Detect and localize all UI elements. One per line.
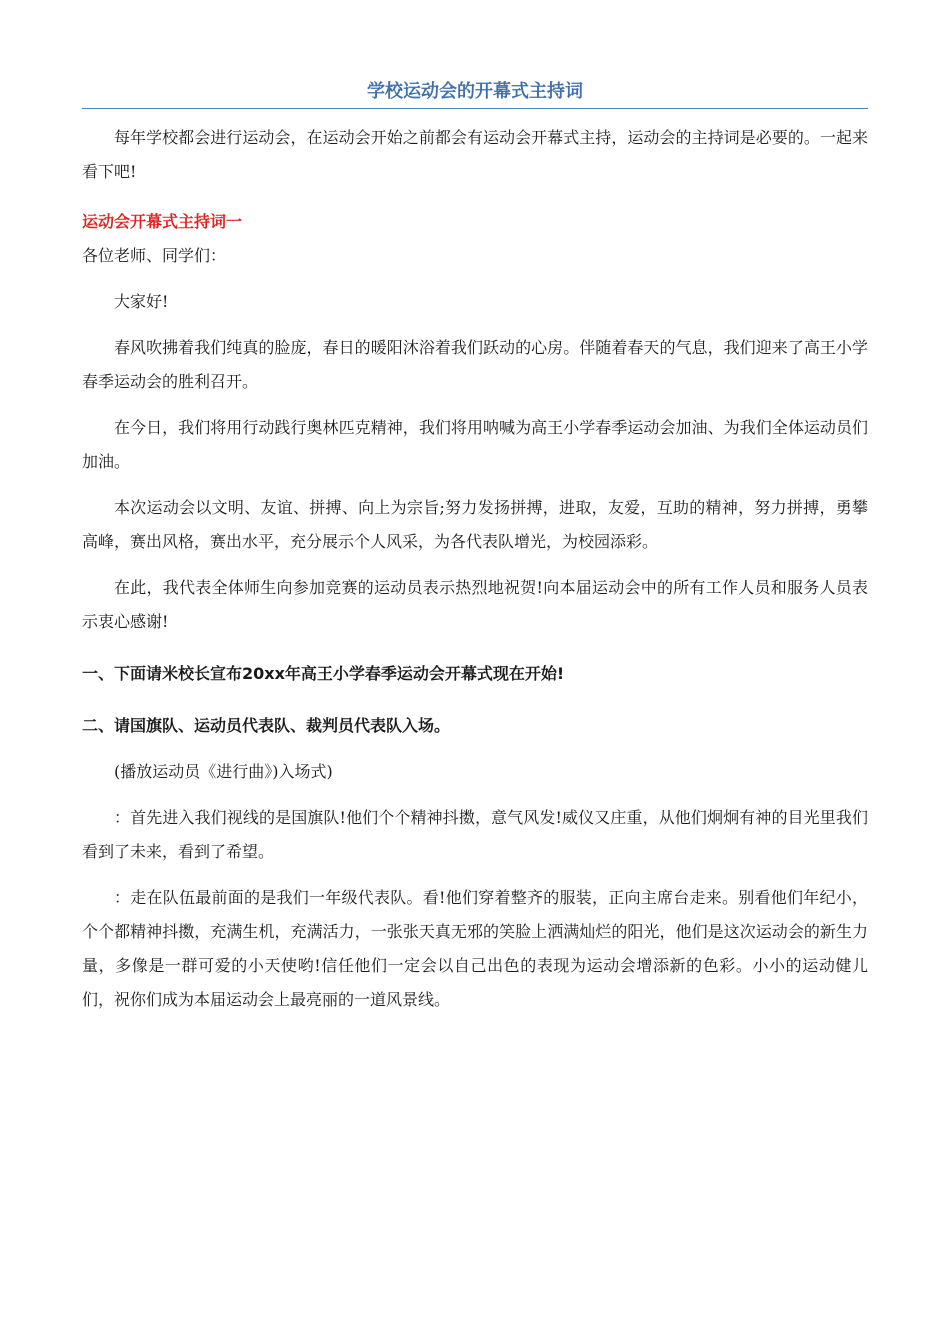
document-title: 学校运动会的开幕式主持词: [367, 81, 583, 102]
greeting: 大家好!: [114, 292, 169, 311]
body-paragraph: 在此，我代表全体师生向参加竞赛的运动员表示热烈地祝贺!向本届运动会中的所有工作人员和服务人员表示衷心感谢!: [82, 578, 868, 631]
section-heading: 运动会开幕式主持词一: [82, 212, 243, 231]
program-step-1: 一、下面请米校长宣布20xx年高王小学春季运动会开幕式现在开始!: [82, 664, 565, 683]
body-paragraph: 本次运动会以文明、友谊、拼搏、向上为宗旨;努力发扬拼搏，进取，友爱，互助的精神，努力拼搏，勇攀高峰，赛出风格，赛出水平，充分展示个人风采，为各代表队增光，为校园添彩。: [82, 498, 868, 551]
narration-paragraph: ：走在队伍最前面的是我们一年级代表队。看!他们穿着整齐的服装，正向主席台走来。别看他们年纪小，个个都精神抖擞，充满生机，充满活力，一张张天真无邪的笑脸上洒满灿烂的阳光，他们是这次运动会的新生力量，多像是一群可爱的小天使哟!信任他们一定会以自己出色的表现为运动会增添新的色彩。小小的运动健儿们，祝你们成为本届运动会上最亮丽的一道风景线。: [82, 888, 868, 1009]
intro-paragraph: 每年学校都会进行运动会，在运动会开始之前都会有运动会开幕式主持，运动会的主持词是必要的。一起来看下吧!: [82, 128, 868, 181]
document-page: [82, 78, 868, 1017]
body-paragraph: 在今日，我们将用行动践行奥林匹克精神，我们将用呐喊为高王小学春季运动会加油、为我们全体运动员们加油。: [82, 418, 868, 471]
narration-paragraph: ：首先进入我们视线的是国旗队!他们个个精神抖擞，意气风发!威仪又庄重，从他们炯炯有神的目光里我们看到了未来，看到了希望。: [82, 808, 868, 861]
program-step-2: 二、请国旗队、运动员代表队、裁判员代表队入场。: [82, 716, 451, 735]
salutation: 各位老师、同学们：: [82, 246, 227, 265]
title-divider: [82, 108, 868, 109]
body-paragraph: 春风吹拂着我们纯真的脸庞，春日的暖阳沐浴着我们跃动的心房。伴随着春天的气息，我们迎来了高王小学春季运动会的胜利召开。: [82, 338, 868, 391]
music-note: (播放运动员《进行曲》)入场式): [114, 762, 333, 781]
